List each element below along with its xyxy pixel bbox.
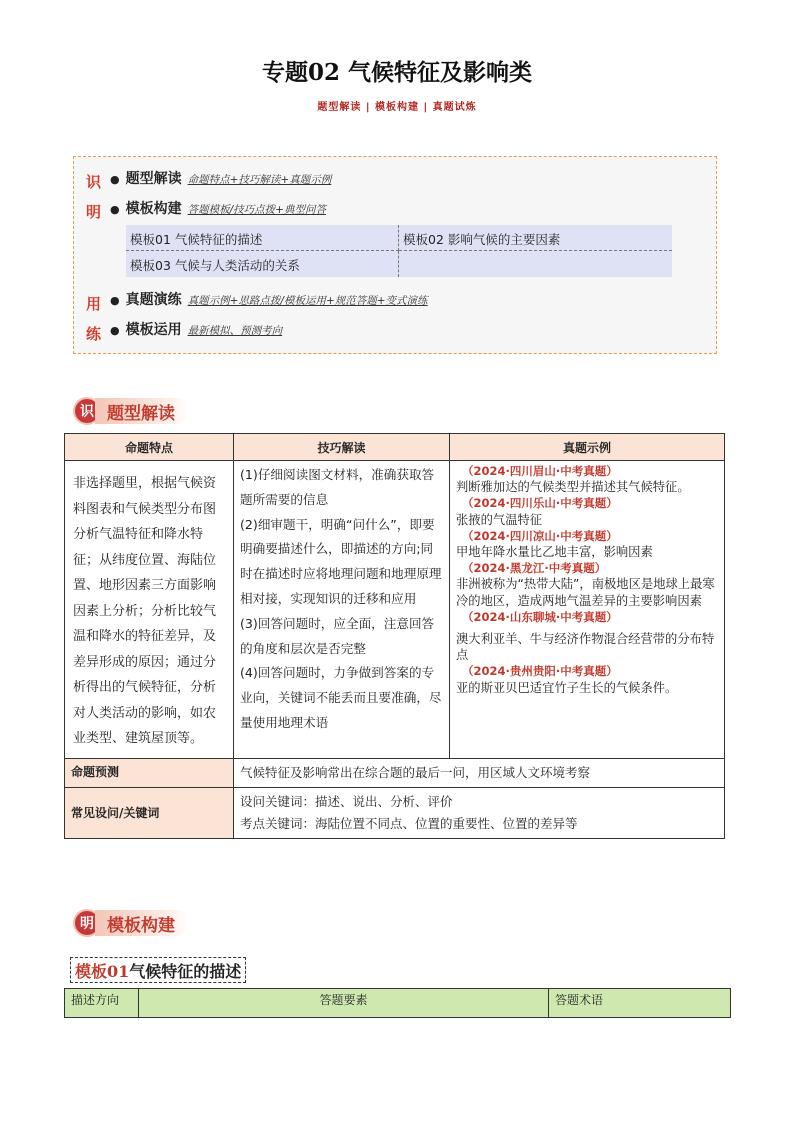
skill-item: (1)仔细阅读图文材料，准确获取答题所需要的信息	[240, 467, 435, 507]
template-heading	[70, 957, 246, 983]
section-title: 模板构建	[95, 910, 189, 936]
table-header: 命题特点	[65, 434, 234, 461]
section-heading	[73, 397, 189, 425]
template-link-empty	[399, 251, 672, 277]
template-header: 描述方向	[65, 989, 139, 1018]
section-badge-icon: 识	[73, 397, 101, 425]
example-source: （2024·贵州贵阳·中考真题）	[462, 664, 618, 679]
forecast-value: 气候特征及影响常出在综合题的最后一问，用区域人文环境考察	[234, 758, 725, 787]
features-cell: 非选择题里，根据气候资料图表和气候类型分布图分析气温特征和降水特征；从纬度位置、海陆位置、地形因素三方面影响因素上分析；分析比较气温和降水的特征差异，及差异形成的原因；通过分析得出的气候特征，分析对人类活动的影响，如农业类型、建筑屋顶等。	[65, 461, 234, 759]
section-heading	[73, 909, 189, 937]
template-header: 答题要素	[139, 989, 549, 1018]
overview-item[interactable]	[110, 198, 326, 218]
template-link[interactable]: 模板01 气候特征的描述	[126, 225, 399, 251]
skill-item: (4)回答问题时，力争做到答案的专业向，关键词不能丢而且要准确，尽量使用地理术语	[240, 665, 442, 730]
overview-item-desc: 答题模板/技巧点拨+典型问答	[187, 204, 326, 216]
skill-item: (3)回答问题时，应全面，注意回答的角度和层次是否完整	[240, 615, 435, 656]
overview-item[interactable]	[110, 168, 331, 188]
overview-item[interactable]	[110, 289, 428, 309]
template-name: 气候特征的描述	[129, 961, 242, 981]
keyword-line: 考点关键词：海陆位置不同点、位置的重要性、位置的差异等	[240, 815, 578, 831]
keyword-line: 设问关键词：描述、说出、分析、评价	[240, 793, 453, 809]
side-char: 明	[86, 203, 102, 221]
template-grid	[126, 225, 672, 277]
keywords-cell	[234, 787, 725, 838]
side-char: 练	[86, 325, 102, 343]
overview-item-desc: 最新模拟、预测考向	[187, 325, 283, 337]
overview-item-label: 题型解读	[125, 171, 182, 187]
keywords-label: 常见设问/关键词	[65, 787, 234, 838]
bullet-icon: ●	[110, 173, 120, 186]
template-header: 答题术语	[549, 989, 731, 1018]
section-badge-icon: 明	[73, 909, 101, 937]
skills-cell	[234, 461, 450, 759]
template-number: 模板01	[75, 961, 130, 981]
example-question: 判断雅加达的气候类型并描述其气候特征。	[456, 480, 690, 495]
overview-box	[73, 156, 717, 354]
example-question: 张掖的气温特征	[456, 512, 543, 527]
overview-item-desc: 真题示例+思路点拨/模板运用+规范答题+变式演练	[187, 295, 428, 307]
examples-cell	[450, 461, 725, 759]
bullet-icon: ●	[110, 294, 120, 307]
overview-item-label: 模板运用	[125, 322, 182, 338]
example-source: （2024·黑龙江·中考真题）	[462, 561, 607, 576]
template-link[interactable]: 模板02 影响气候的主要因素	[399, 225, 672, 251]
overview-item[interactable]	[110, 319, 282, 339]
section-title: 题型解读	[95, 398, 189, 424]
forecast-label: 命题预测	[65, 758, 234, 787]
example-source: （2024·四川凉山·中考真题）	[462, 528, 618, 543]
template-table	[64, 988, 731, 1018]
bullet-icon: ●	[110, 324, 120, 337]
side-char: 识	[86, 173, 102, 191]
side-char: 用	[86, 295, 102, 313]
example-question: 非洲被称为“热带大陆”，南极地区是地球上最寒冷的地区，造成两地气温差异的主要影响因素	[456, 577, 715, 608]
template-link[interactable]: 模板03 气候与人类活动的关系	[126, 251, 399, 277]
page-subtitle: 题型解读 | 模板构建 | 真题试炼	[317, 102, 477, 113]
example-question: 亚的斯亚贝巴适宜竹子生长的气候条件。	[456, 680, 678, 695]
overview-item-label: 模板构建	[125, 201, 182, 217]
bullet-icon: ●	[110, 203, 120, 216]
example-source: （2024·山东聊城·中考真题）	[462, 609, 618, 624]
example-source: （2024·四川眉山·中考真题）	[462, 464, 618, 478]
overview-item-desc: 命题特点+技巧解读+真题示例	[187, 174, 332, 186]
question-type-table	[64, 433, 725, 839]
table-header: 真题示例	[450, 434, 725, 461]
example-source: （2024·四川乐山·中考真题）	[462, 496, 618, 511]
table-header: 技巧解读	[234, 434, 450, 461]
example-question: 甲地年降水量比乙地丰富，影响因素	[456, 545, 653, 560]
overview-item-label: 真题演练	[125, 292, 182, 308]
skill-item: (2)细审题干，明确“问什么”，即要明确要描述什么，即描述的方向;同时在描述时应将地理问题和地理原理相对接，实现知识的迁移和应用	[240, 516, 442, 606]
example-question: 澳大利亚羊、牛与经济作物混合经营带的分布特点	[456, 632, 715, 663]
page-title: 专题02 气候特征及影响类	[261, 59, 532, 86]
